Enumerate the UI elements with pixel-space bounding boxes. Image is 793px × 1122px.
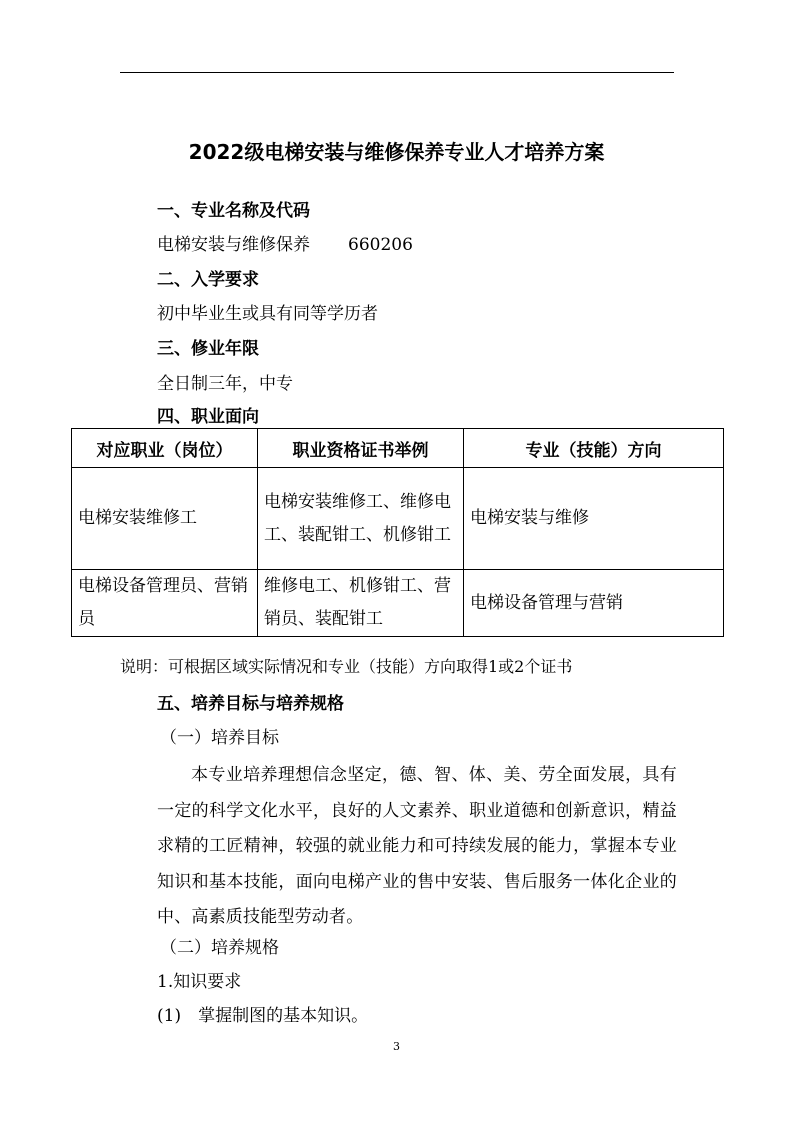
document-title: 2022级电梯安装与维修保养专业人才培养方案 [188,140,605,164]
duration-text: 全日制三年，中专 [157,374,293,394]
table-note: 说明：可根据区域实际情况和专业（技能）方向取得1或2个证书 [120,657,573,676]
table-cell: 电梯安装与维修 [464,468,724,570]
table-cell: 电梯设备管理员、营销员 [72,570,258,637]
career-table [71,428,724,637]
subsection-goal: （一）培养目标 [160,728,279,748]
table-header-cell: 职业资格证书举例 [258,429,464,468]
table-cell: 电梯设备管理与营销 [464,570,724,637]
page-number: 3 [393,1040,400,1053]
subsection-spec: （二）培养规格 [160,938,279,958]
section-1-heading: 一、专业名称及代码 [157,201,310,221]
table-cell: 电梯安装维修工 [72,468,258,570]
table-cell: 维修电工、机修钳工、营销员、装配钳工 [258,570,464,637]
major-name-code [157,230,413,255]
major-code: 660206 [348,235,413,255]
table-cell: 电梯安装维修工、维修电工、装配钳工、机修钳工 [258,468,464,570]
goal-paragraph: 本专业培养理想信念坚定，德、智、体、美、劳全面发展，具有一定的科学文化水平，良好的人文素养、职业道德和创新意识，精益求精的工匠精神，较强的就业能力和可持续发展的能力，掌握本专业知识和基本技能，面向电梯产业的售中安装、售后服务一体化企业的中、高素质技能型劳动者。 [157,765,677,928]
section-2-heading: 二、入学要求 [157,270,259,290]
knowledge-heading: 1.知识要求 [157,972,242,992]
header-rule [120,72,674,73]
table-row [72,468,724,570]
table-header-cell: 专业（技能）方向 [464,429,724,468]
table-row [72,570,724,637]
knowledge-item: (1) 掌握制图的基本知识。 [157,1006,369,1026]
table-header-row [72,429,724,468]
section-3-heading: 三、修业年限 [157,339,259,359]
major-name: 电梯安装与维修保养 [157,235,310,255]
section-5-heading: 五、培养目标与培养规格 [157,694,344,714]
admission-text: 初中毕业生或具有同等学历者 [157,304,378,324]
section-4-heading: 四、职业面向 [157,407,259,427]
table-header-cell: 对应职业（岗位） [72,429,258,468]
